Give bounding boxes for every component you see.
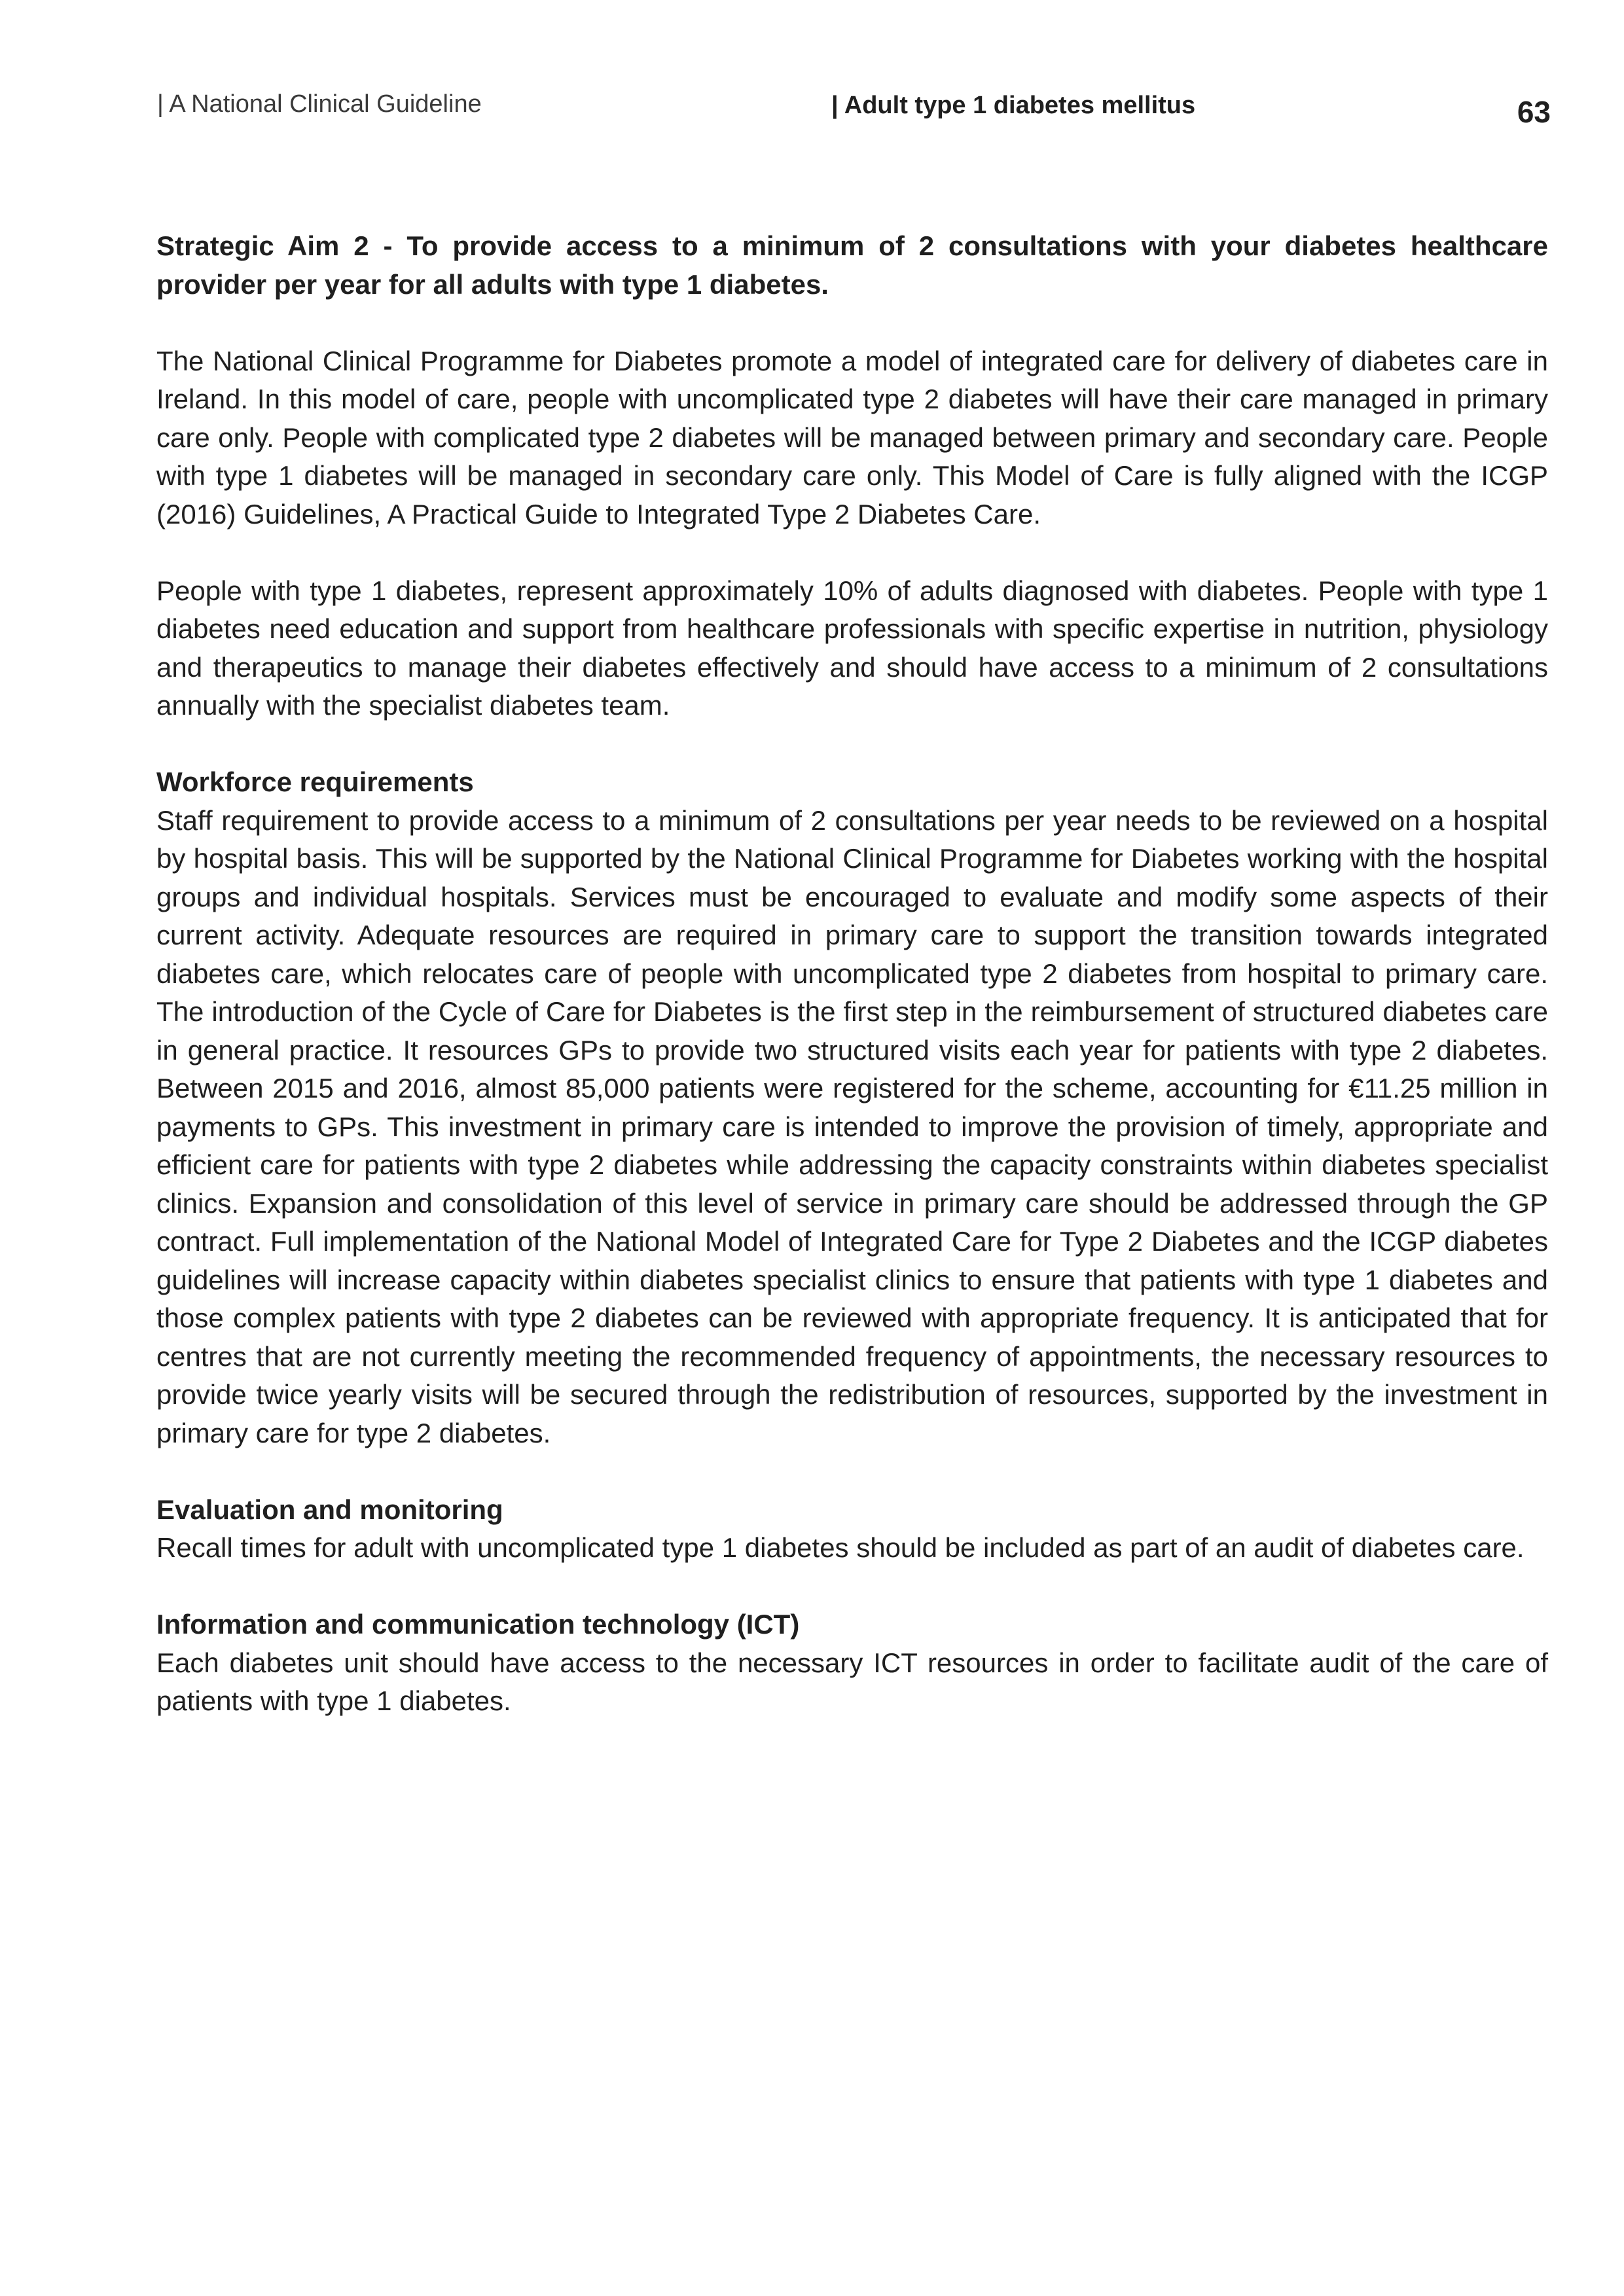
section-body: Each diabetes unit should have access to the necessary ICT resources in order to facilitate audit of the care of patients with type 1 diabetes. [156,1647,1548,1716]
section-workforce [156,763,1548,1452]
section-body: Recall times for adult with uncomplicated type 1 diabetes should be included as part of an audit of diabetes care. [156,1532,1525,1563]
page-body [156,227,1548,1759]
running-header-left: | A National Clinical Guideline [157,90,482,118]
section-heading: Workforce requirements [156,766,474,797]
section-heading: Information and communication technology (ICT) [156,1609,800,1640]
running-header-title: | Adult type 1 diabetes mellitus [831,92,1196,119]
section-ict [156,1605,1548,1721]
section-heading: Evaluation and monitoring [156,1494,503,1525]
paragraph-type1-population: People with type 1 diabetes, represent approximately 10% of adults diagnosed with diabetes. People with type 1 diabetes need education and support from healthcare professionals with specific expertise in nutrition, physiology and therapeutics to manage their diabetes effectively and should have access to a minimum of 2 consultations annually with the specialist diabetes team. [156,575,1548,721]
paragraph-integrated-care: The National Clinical Programme for Diabetes promote a model of integrated care for delivery of diabetes care in Ireland. In this model of care, people with uncomplicated type 2 diabetes will have their care managed in primary care only. People with complicated type 2 diabetes will be managed between primary and secondary care. People with type 1 diabetes will be managed in secondary care only. This Model of Care is fully aligned with the ICGP (2016) Guidelines, A Practical Guide to Integrated Type 2 Diabetes Care. [156,345,1548,529]
section-body: Staff requirement to provide access to a minimum of 2 consultations per year needs to be reviewed on a hospital by hospital basis. This will be supported by the National Clinical Programme for Diabetes working with the hospital groups and individual hospitals. Services must be encouraged to evaluate and modify some aspects of their current activity. Adequate resources are required in primary care to support the transition towards integrated diabetes care, which relocates care of people with uncomplicated type 2 diabetes from hospital to primary care. The introduction of the Cycle of Care for Diabetes is the first step in the reimbursement of structured diabetes care in general practice. It resources GPs to provide two structured visits each year for patients with type 2 diabetes. Between 2015 and 2016, almost 85,000 patients were registered for the scheme, accounting for €11.25 million in payments to GPs. This investment in primary care is intended to improve the provision of timely, appropriate and efficient care for patients with type 2 diabetes while addressing the capacity constraints within diabetes specialist clinics. Expansion and consolidation of this level of service in primary care should be addressed through the GP contract. Full implementation of the National Model of Integrated Care for Type 2 Diabetes and the ICGP diabetes guidelines will increase capacity within diabetes specialist clinics to ensure that patients with type 1 diabetes and those complex patients with type 2 diabetes can be reviewed with appropriate frequency. It is anticipated that for centres that are not currently meeting the recommended frequency of appointments, the necessary resources to provide twice yearly visits will be secured through the redistribution of resources, supported by the investment in primary care for type 2 diabetes. [156,804,1548,1448]
page-number: 63 [1517,95,1551,129]
section-evaluation [156,1491,1548,1568]
strategic-aim-heading: Strategic Aim 2 - To provide access to a minimum of 2 consultations with your diabetes healthcare provider per year for all adults with type 1 diabetes. [156,230,1548,300]
